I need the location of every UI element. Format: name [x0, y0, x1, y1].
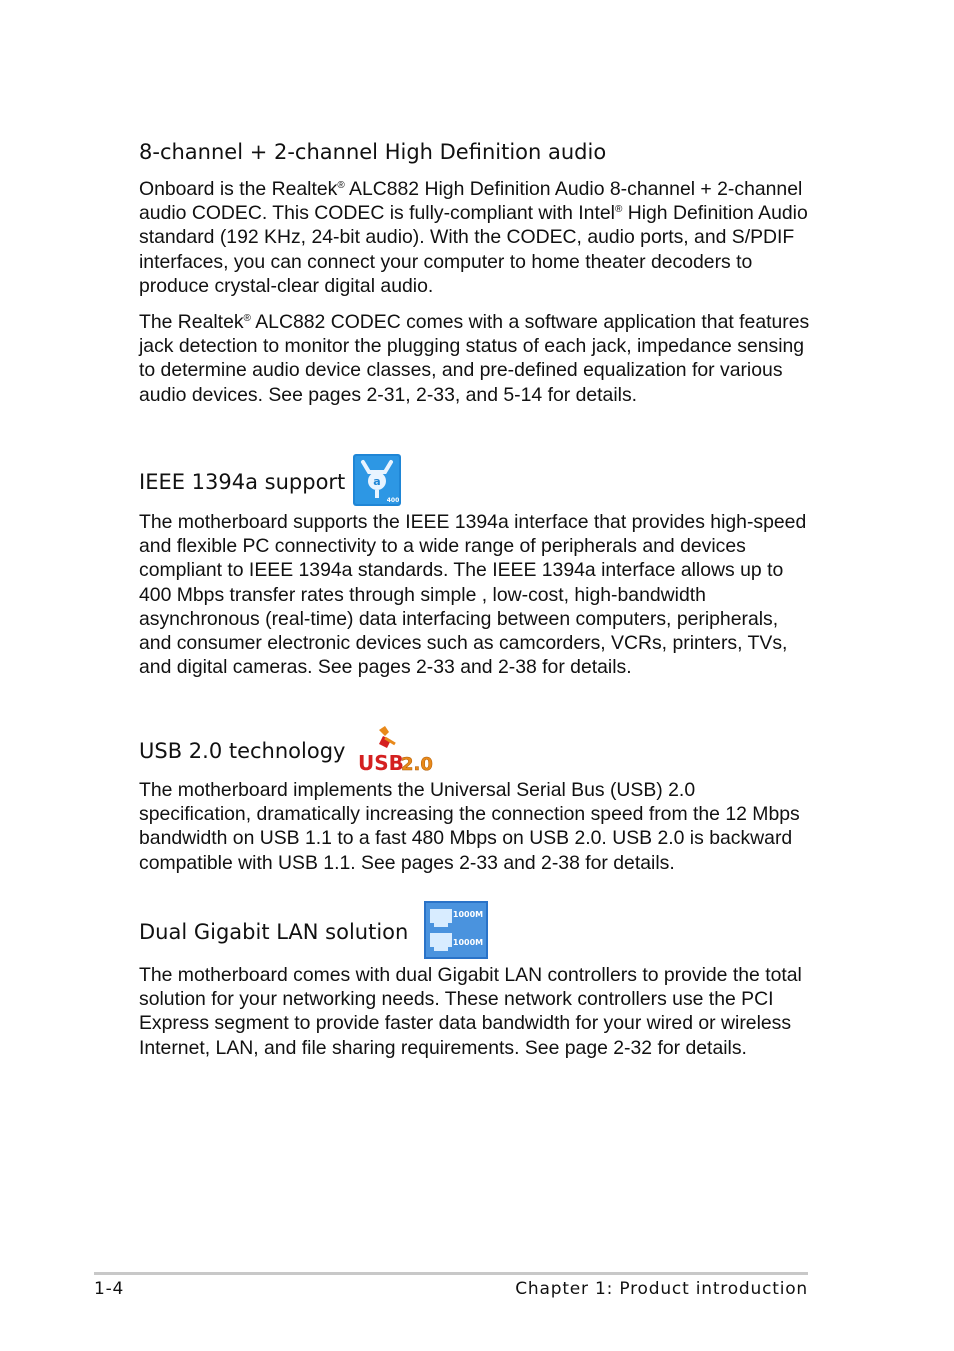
hd-audio-body [139, 177, 811, 407]
section-ieee1394 [139, 455, 819, 679]
heading-dual-lan: Dual Gigabit LAN solution 1000M 1000M [139, 902, 819, 962]
svg-text:a: a [373, 474, 382, 488]
usb2-body: The motherboard implements the Universal Serial Bus (USB) 2.0 specification, dramatically increasing the connection speed from the 12 Mbps bandwidth on USB 1.1 to a fast 480 Mbps on USB 2.0. USB 2.0 is backward compatible with USB 1.1. See pages 2-33 and 2-38 for details. [139, 779, 800, 874]
section-hd-audio [139, 135, 819, 419]
ieee1394-body: The motherboard supports the IEEE 1394a interface that provides high-speed and flexible PC connectivity to a wide range of peripherals and devices compliant to IEEE 1394a standards. The IEEE 1394a interface allows up to 400 Mbps transfer rates through simple , low-cost, high-bandwidth asynchronous (real-time) data interfacing between computers, peripherals, and consumer electronic devices such as camcorders, VCRs, printers, TVs, and digital cameras. See pages 2-33 and 2-38 for details. [139, 511, 807, 679]
page-number: 1-4 [94, 1279, 125, 1299]
svg-text:2.0: 2.0 [401, 753, 434, 774]
chapter-title: Chapter 1: Product introduction [515, 1279, 808, 1299]
svg-text:1000M: 1000M [453, 937, 484, 947]
ieee1394-icon [353, 454, 401, 511]
hd-audio-paragraph-1: Onboard is the Realtek® ALC882 High Definition Audio 8-channel + 2-channel audio CODEC. This CODEC is fully-compliant with Intel® High Definition Audio standard (192 KHz, 24-bit audio). With the CODEC, audio ports, and S/PDIF interfaces, you can connect your computer to home theater decoders to produce crystal-clear digital audio. [139, 178, 808, 297]
heading-usb2: USB 2.0 technology USB 2.0 [139, 725, 819, 777]
svg-text:USB: USB [358, 750, 405, 774]
section-dual-lan [139, 902, 819, 1060]
footer-rule [94, 1272, 808, 1275]
svg-text:1000M: 1000M [453, 909, 484, 919]
gigabit-lan-icon [424, 901, 488, 964]
heading-hd-audio: 8-channel + 2-channel High Definition audio [139, 140, 607, 164]
hd-audio-paragraph-2: The Realtek® ALC882 CODEC comes with a software application that features jack detection to monitor the plugging status of each jack, impedance sensing to determine audio device classes, and pre-defined equalization for various audio devices. See pages 2-31, 2-33, and 5-14 for details. [139, 311, 810, 406]
svg-text:400: 400 [387, 496, 400, 504]
heading-ieee1394: IEEE 1394a support a 400 [139, 455, 819, 509]
section-usb2 [139, 725, 819, 875]
dual-lan-body: The motherboard comes with dual Gigabit LAN controllers to provide the total solution for your networking needs. These network controllers use the PCI Express segment to provide faster data bandwidth for your wired or wireless Internet, LAN, and file sharing requirements. See page 2-32 for details. [139, 964, 802, 1059]
usb2-logo-icon [355, 724, 433, 779]
